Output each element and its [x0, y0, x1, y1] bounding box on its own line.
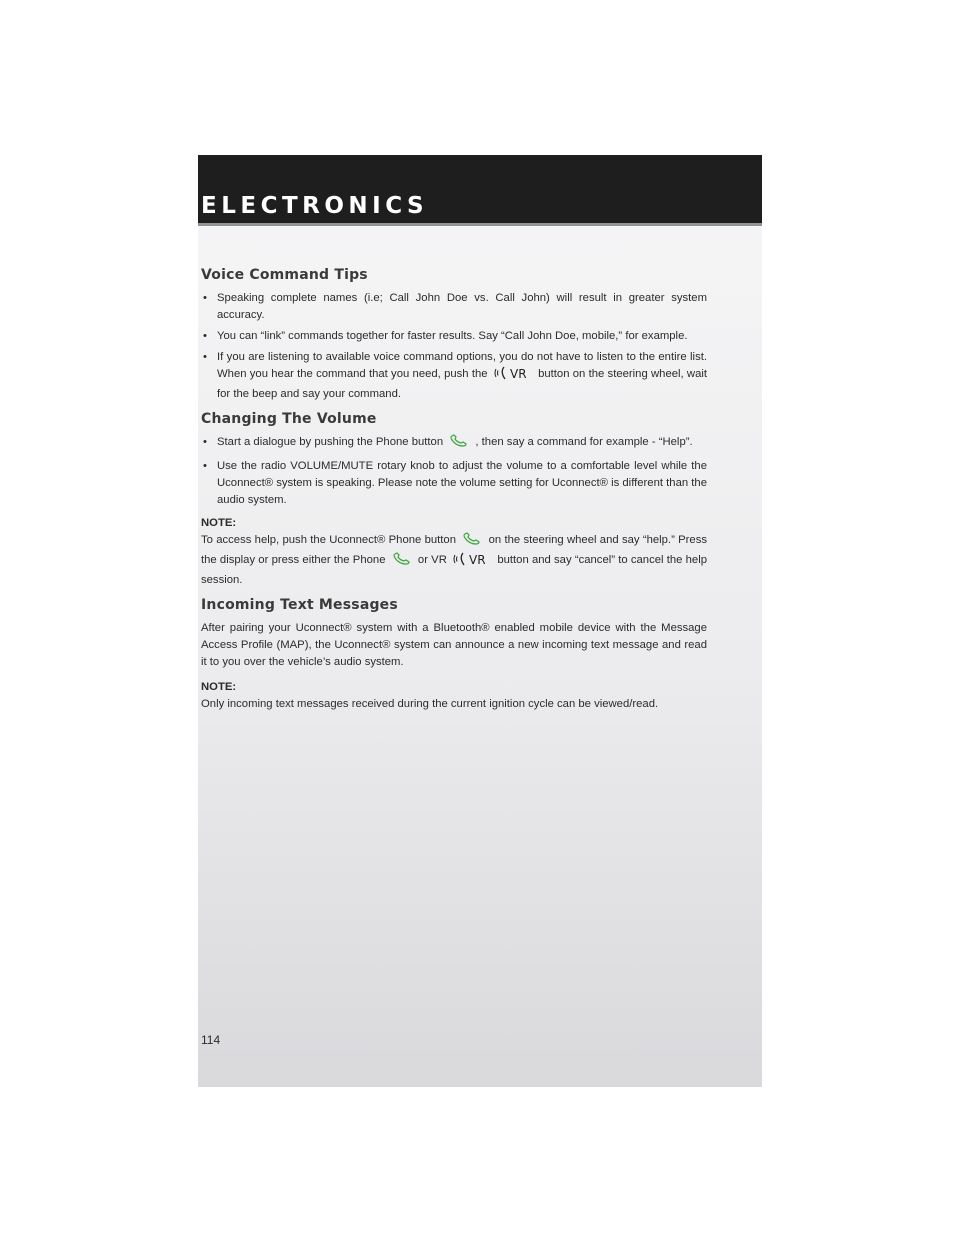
vr-icon — [494, 366, 532, 386]
volume-list — [201, 434, 707, 509]
vr-label: VR — [509, 367, 527, 380]
note-paragraph: To access help, push the Uconnect® Phone button on the steering wheel and say “help.” Press the display or press either the Phone or VR VR button and say “cancel” to cancel the help session. — [201, 534, 708, 586]
incoming-text-messages-section — [201, 597, 707, 713]
vr-icon — [453, 552, 491, 572]
page-content — [201, 267, 707, 721]
incoming-text-messages-heading: Incoming Text Messages — [201, 597, 398, 613]
list-item: • Speaking complete names (i.e; Call John Doe vs. Call John) will result in greater system accuracy. — [201, 290, 707, 324]
phone-icon — [462, 532, 482, 552]
vr-label: VR — [469, 553, 486, 566]
note-label: NOTE: — [201, 681, 237, 693]
section-header — [198, 155, 762, 223]
phone-icon — [392, 552, 412, 572]
list-item: • If you are listening to available voice command options, you do not have to listen to the entire list. When you hear the command that you need, push the VR button on the steering wheel, wait for the beep and say your command. — [201, 349, 707, 403]
header-divider — [198, 223, 762, 226]
page-number: 114 — [201, 1033, 221, 1047]
list-item: • You can “link” commands together for faster results. Say “Call John Doe, mobile,” for example. — [201, 328, 707, 345]
note-label: NOTE: — [201, 517, 237, 529]
voice-command-tips-section — [201, 267, 707, 403]
phone-icon — [449, 434, 469, 454]
list-item: • Use the radio VOLUME/MUTE rotary knob to adjust the volume to a comfortable level while the Uconnect® system is speaking. Please note the volume setting for Uconnect® is different than the audio system. — [201, 458, 707, 509]
list-item: • Start a dialogue by pushing the Phone button , then say a command for example - “Help”. — [201, 434, 707, 454]
voice-command-tips-heading: Voice Command Tips — [201, 267, 368, 283]
changing-volume-section — [201, 411, 707, 589]
note-paragraph: Only incoming text messages received during the current ignition cycle can be viewed/read. — [201, 698, 659, 710]
body-paragraph: After pairing your Uconnect® system with a Bluetooth® enabled mobile device with the Message Access Profile (MAP), the Uconnect® system can announce a new incoming text message and read it to you over the vehicle’s audio system. — [201, 622, 707, 668]
voice-tips-list — [201, 290, 707, 403]
changing-volume-heading: Changing The Volume — [201, 411, 377, 427]
manual-page — [198, 155, 762, 1087]
section-title: ELECTRONICS — [201, 193, 429, 219]
